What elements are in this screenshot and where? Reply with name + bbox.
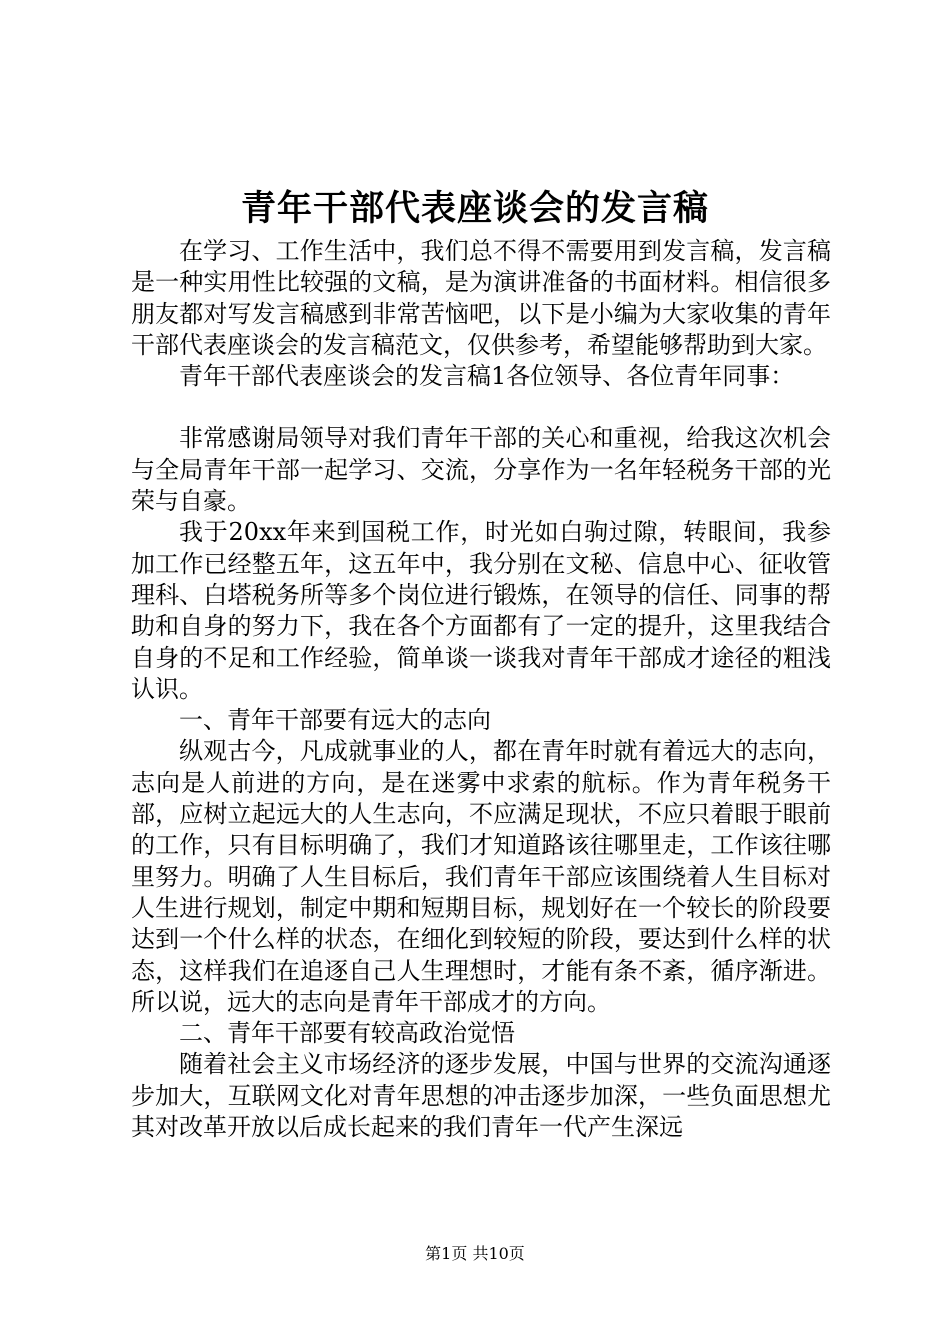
paragraph-experience: 我于20xx年来到国税工作，时光如白驹过隙，转眼间，我参加工作已经整五年，这五年中，我分别在文秘、信息中心、征收管理科、白塔税务所等多个岗位进行锻炼，在领导的信任、同事的帮助和自身的努力下，我在各个方面都有了一定的提升，这里我结合自身的不足和工作经验，简单谈一谈我对青年干部成才途径的粗浅认识。 xyxy=(131,518,831,703)
page-indicator: 第1页 共10页 xyxy=(425,1244,525,1263)
document-body xyxy=(131,236,831,1143)
section-heading-political-awareness: 二、青年干部要有较高政治觉悟 xyxy=(179,1019,515,1048)
document-title: 青年干部代表座谈会的发言稿 xyxy=(240,188,709,229)
paragraph-salutation: 青年干部代表座谈会的发言稿1各位领导、各位青年同事： xyxy=(179,362,795,391)
paragraph-intro: 在学习、工作生活中，我们总不得不需要用到发言稿，发言稿是一种实用性比较强的文稿，是为演讲准备的书面材料。相信很多朋友都对写发言稿感到非常苦恼吧，以下是小编为大家收集的青年干部代表座谈会的发言稿范文，仅供参考，希望能够帮助到大家。 xyxy=(131,237,831,359)
paragraph-political-awareness: 随着社会主义市场经济的逐步发展，中国与世界的交流沟通逐步加大，互联网文化对青年思想的冲击逐步加深，一些负面思想尤其对改革开放以后成长起来的我们青年一代产生深远 xyxy=(131,1050,831,1142)
paragraph-thanks: 非常感谢局领导对我们青年干部的关心和重视，给我这次机会与全局青年干部一起学习、交流，分享作为一名年轻税务干部的光荣与自豪。 xyxy=(131,424,831,516)
paragraph-ambition: 纵观古今，凡成就事业的人，都在青年时就有着远大的志向，志向是人前进的方向，是在迷雾中求索的航标。作为青年税务干部，应树立起远大的人生志向，不应满足现状，不应只着眼于眼前的工作，只有目标明确了，我们才知道路该往哪里走，工作该往哪里努力。明确了人生目标后，我们青年干部应该围绕着人生目标对人生进行规划，制定中期和短期目标，规划好在一个较长的阶段要达到一个什么样的状态，在细化到较短的阶段，要达到什么样的状态，这样我们在追逐自己人生理想时，才能有条不紊，循序渐进。所以说，远大的志向是青年干部成才的方向。 xyxy=(131,737,831,1016)
section-heading-ambition: 一、青年干部要有远大的志向 xyxy=(179,706,491,735)
